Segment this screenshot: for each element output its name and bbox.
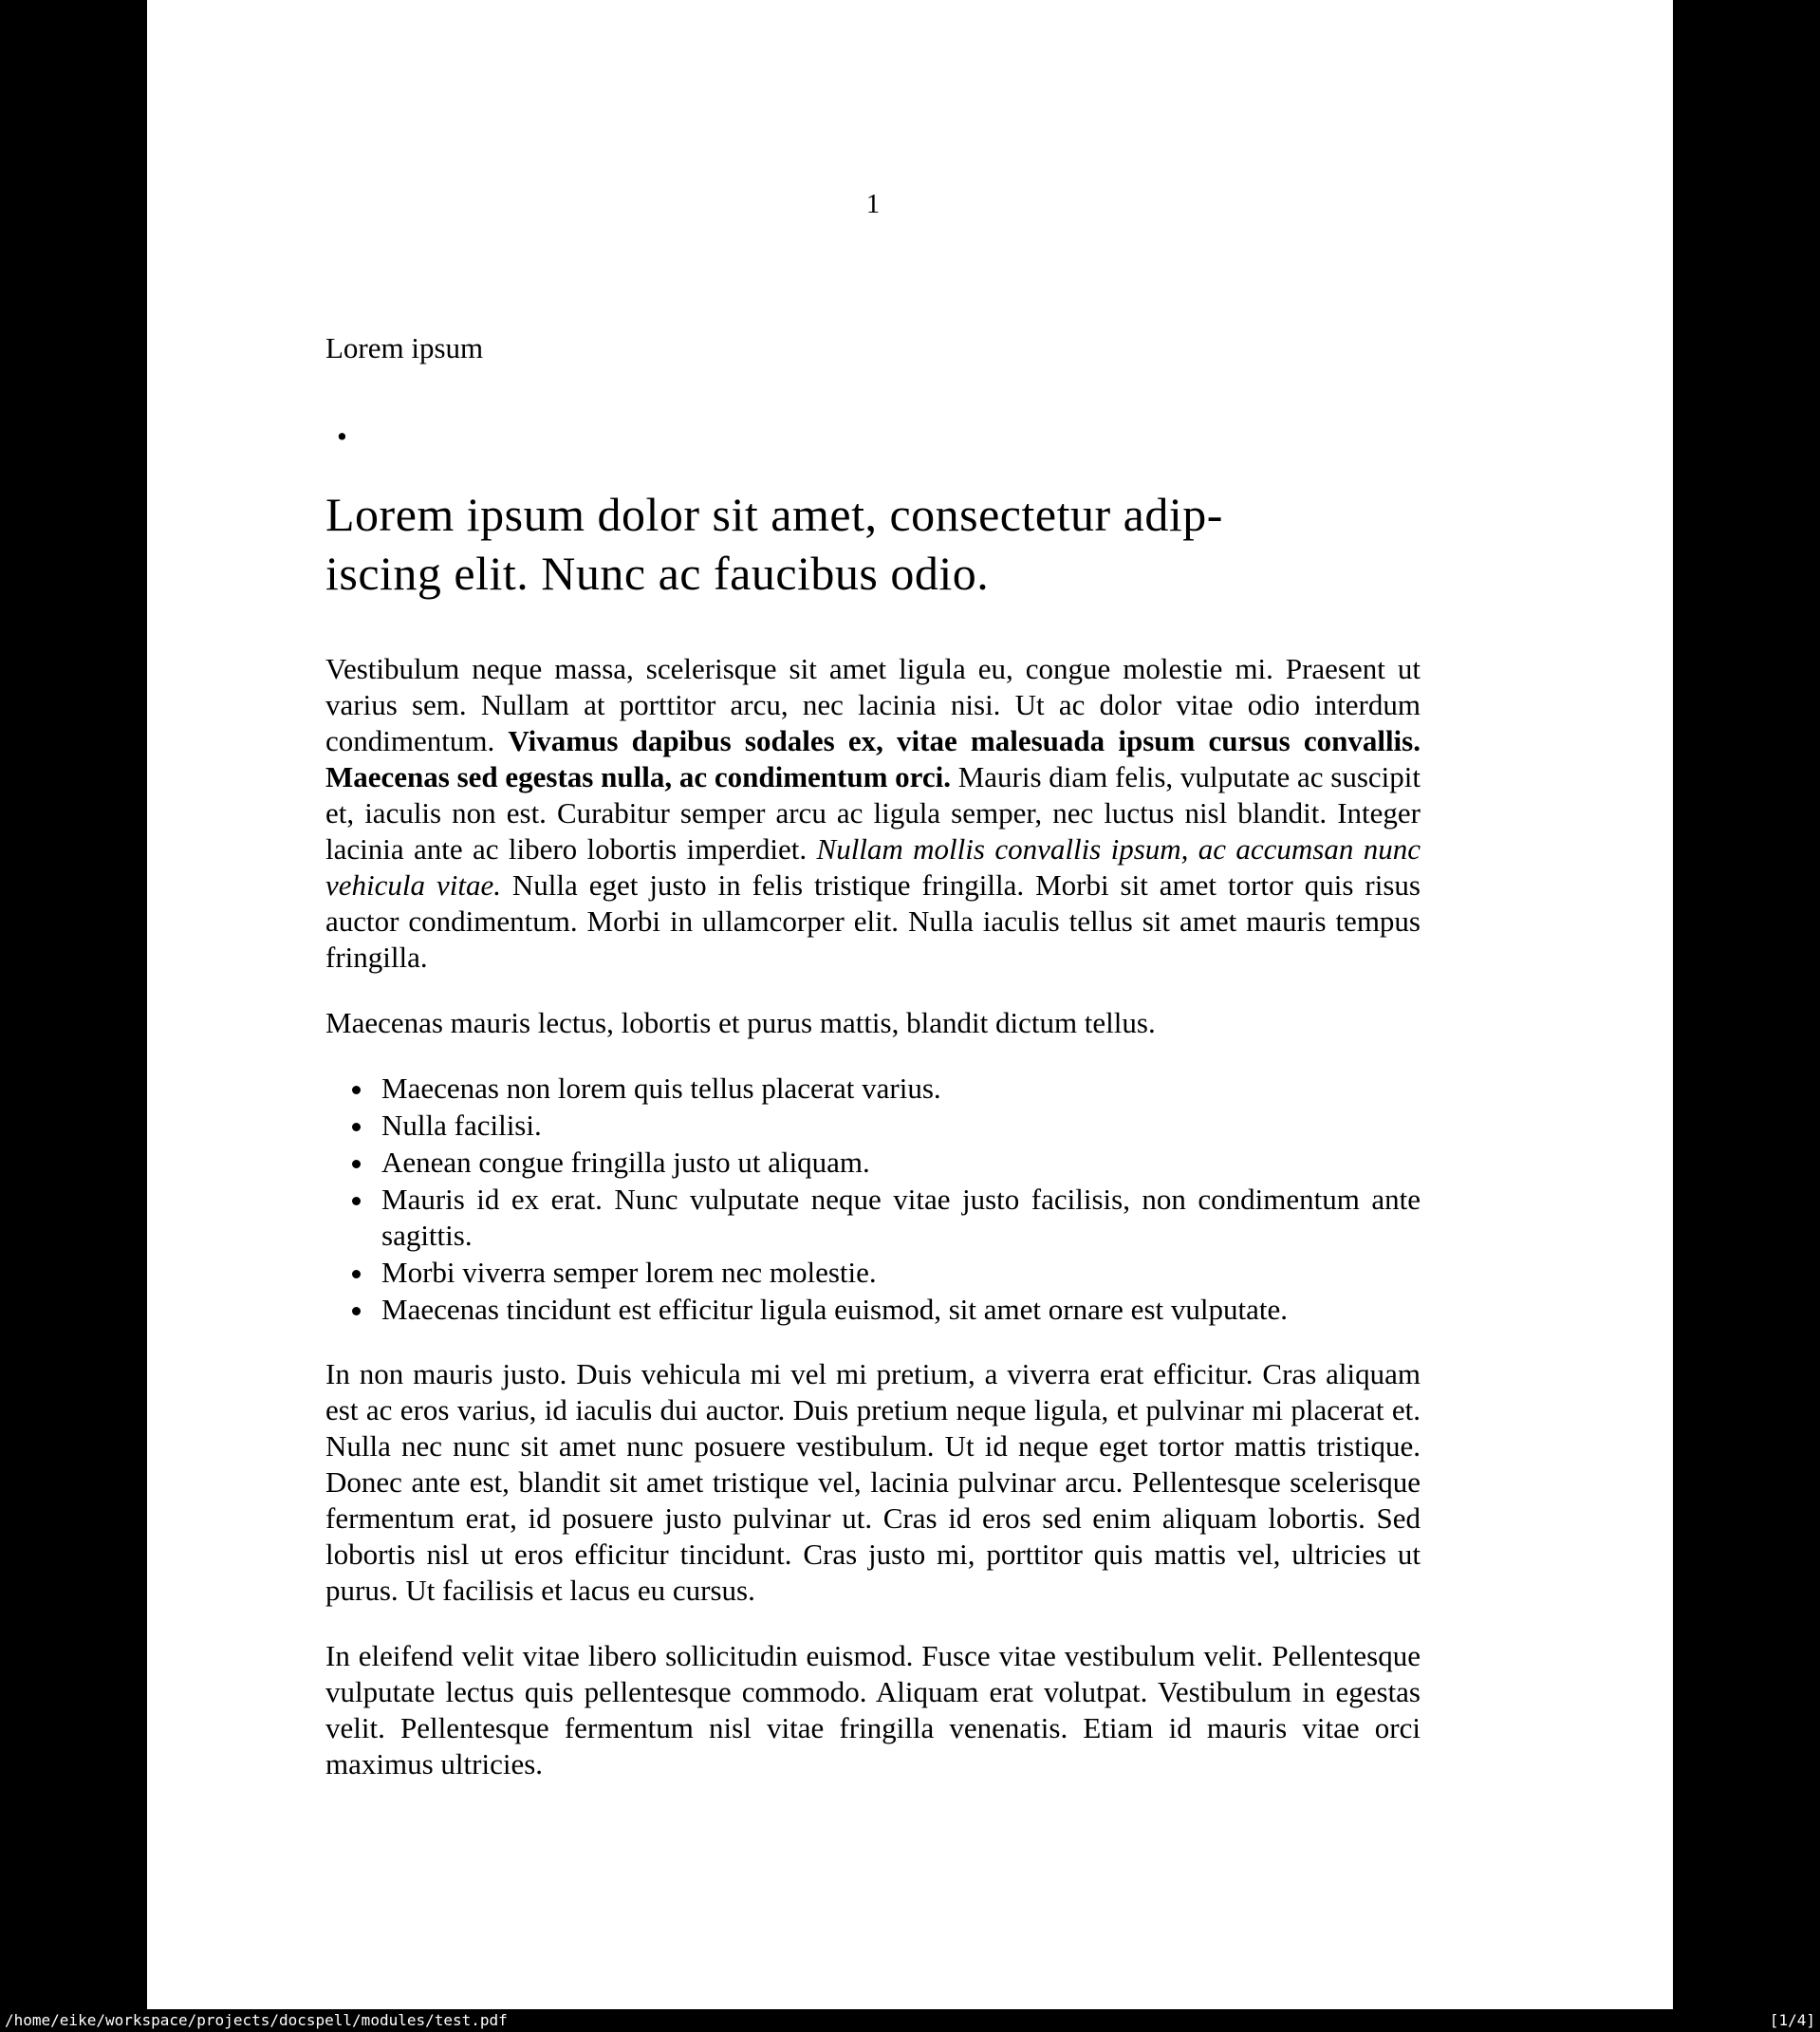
body-paragraph-3: In non mauris justo. Duis vehicula mi vel mi pretium, a viverra erat efficitur. Cras aliquam est ac eros varius, id iaculis dui auctor. Duis pretium neque ligula, et pulvinar mi placerat et. Nulla nec nunc sit amet nunc posuere vestibulum. Ut id neque eget tortor mattis tristique. Donec ante est, blandit sit amet tristique vel, lacinia pulvinar arcu. Pellentesque scelerisque fermentum erat, id posuere justo pulvinar ut. Cras id eros sed enim aliquam lobortis. Sed lobortis nisl ut eros efficitur tincidunt. Cras justo mi, porttitor quis mattis vel, ultricies ut purus. Ut facilisis et lacus eu cursus. [325, 1357, 1421, 1607]
body-paragraph-1 [325, 651, 1421, 976]
pdf-page [147, 0, 1673, 2009]
statusbar-file-path: /home/eike/workspace/projects/docspell/modules/test.pdf [5, 2011, 508, 2029]
text-segment-normal: Nulla eget justo in felis tristique fringilla. Morbi sit amet tortor quis risus auctor condimentum. Morbi in ullamcorper elit. Nulla iaculis tellus sit amet mauris tempus fringilla. [325, 868, 1421, 974]
list-item: • Nulla facilisi. [376, 1108, 1421, 1144]
text-segment-bold: Vivamus dapibus sodales ex, vitae malesuada ipsum cursus convallis. Maecenas sed egestas nulla, ac condimentum orci. [325, 724, 1421, 793]
section-heading [325, 485, 1421, 603]
section-heading-line-2: iscing elit. Nunc ac faucibus odio. [325, 547, 990, 600]
list-item: • Morbi viverra semper lorem nec molestie. [376, 1255, 1421, 1291]
body-paragraph-2: Maecenas mauris lectus, lobortis et purus mattis, blandit dictum tellus. [325, 1006, 1156, 1039]
pre-heading-label: Lorem ipsum [325, 331, 484, 364]
list-item: • Maecenas tincidunt est efficitur ligula euismod, sit amet ornare est vulputate. [376, 1292, 1421, 1328]
section-heading-line-1: Lorem ipsum dolor sit amet, consectetur adip- [325, 488, 1223, 541]
list-item: • Mauris id ex erat. Nunc vulputate neque vitae justo facilisis, non condimentum ante sagittis. [376, 1182, 1421, 1254]
list-item: • Aenean congue fringilla justo ut aliquam. [376, 1145, 1421, 1181]
text-segment-normal: Vestibulum neque massa, scelerisque sit amet ligula eu, congue molestie mi. Praesent ut varius sem. Nullam at porttitor arcu, nec lacinia nisi. Ut ac dolor vitae odio interdum condimentum. [325, 652, 1421, 757]
empty-list-bullet: • [337, 419, 347, 453]
text-segment-normal: Mauris diam felis, vulputate ac suscipit et, iaculis non est. Curabitur semper arcu ac ligula semper, nec luctus nisl blandit. Integer lacinia ante ac libero lobortis imperdiet. [325, 760, 1421, 866]
body-paragraph-4: In eleifend velit vitae libero sollicitudin euismod. Fusce vitae vestibulum velit. Pellentesque vulputate lectus quis pellentesque commodo. Aliquam erat volutpat. Vestibulum in egestas velit. Pellentesque fermentum nisl vitae fringilla venenatis. Etiam id mauris vitae orci maximus ultricies. [325, 1639, 1421, 1780]
bullet-list [325, 1071, 1421, 1328]
text-segment-italic: Nullam mollis convallis ipsum, ac accumsan nunc vehicula vitae. [325, 832, 1421, 902]
statusbar [0, 2009, 1820, 2032]
list-item: • Maecenas non lorem quis tellus placerat varius. [376, 1071, 1421, 1107]
statusbar-page-indicator: [1/4] [1769, 2011, 1815, 2029]
page-content [147, 186, 1673, 1782]
page-number: 1 [865, 189, 881, 219]
